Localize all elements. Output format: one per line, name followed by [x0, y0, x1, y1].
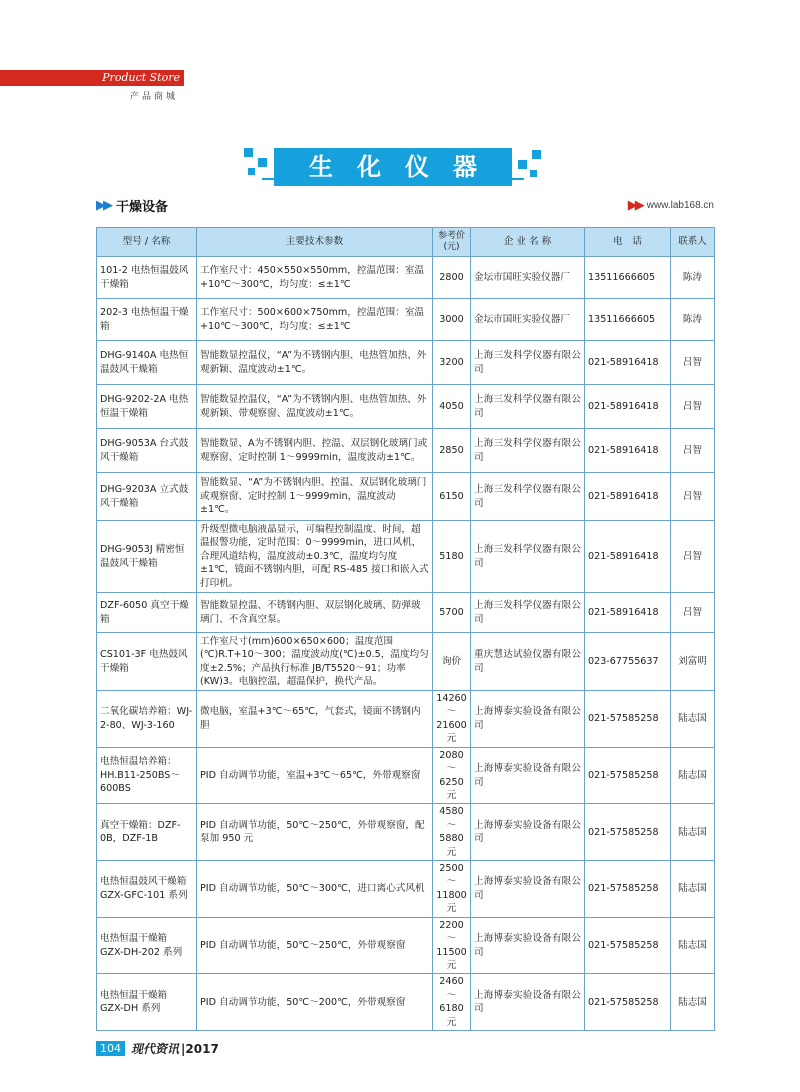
section-heading — [96, 196, 168, 214]
table-cell-price: 4580～5880 元 — [433, 804, 471, 861]
table-cell-contact: 陈涛 — [671, 299, 715, 341]
table-cell-price: 14260～21600 元 — [433, 691, 471, 748]
table-cell-contact: 陆志国 — [671, 974, 715, 1031]
table-cell-price: 2080～6250 元 — [433, 747, 471, 804]
table-cell-model: DHG-9202-2A 电热恒温干燥箱 — [97, 385, 197, 429]
table-cell-price: 2850 — [433, 429, 471, 473]
table-cell-contact: 陆志国 — [671, 804, 715, 861]
table-cell-phone: 021-58916418 — [585, 341, 671, 385]
table-cell-company: 上海三发科学仪器有限公司 — [471, 341, 585, 385]
table-cell-spec: 智能数显控温仪，“A”为不锈钢内胆、电热管加热、外观新颖、带观察窗、温度波动±1℃。 — [197, 385, 433, 429]
table-cell-spec: PID 自动调节功能，50℃～250℃，外带观察窗 — [197, 917, 433, 974]
table-cell-company: 金坛市国旺实验仪器厂 — [471, 257, 585, 299]
table-cell-phone: 023-67755637 — [585, 633, 671, 691]
table-header-row — [97, 228, 715, 257]
header-model: 型号 / 名称 — [97, 228, 197, 257]
header-spec: 主要技术参数 — [197, 228, 433, 257]
table-cell-spec: PID 自动调节功能，室温+3℃～65℃，外带观察窗 — [197, 747, 433, 804]
table-cell-company: 上海博泰实验设备有限公司 — [471, 804, 585, 861]
footer-year: |2017 — [181, 1041, 219, 1056]
table-row — [97, 341, 715, 385]
website-url[interactable]: www.lab168.cn — [646, 200, 714, 211]
table-cell-spec: 智能数显、A为不锈钢内胆、控温、双层钢化玻璃门或观察窗、定时控制 1～9999min，温度波动±1℃。 — [197, 429, 433, 473]
double-arrow-icon: ▶▶ — [96, 197, 110, 213]
table-cell-contact: 陆志国 — [671, 747, 715, 804]
page-footer — [96, 1040, 219, 1057]
header-price: 参考价 (元) — [433, 228, 471, 257]
header-phone: 电 话 — [585, 228, 671, 257]
table-cell-price: 询价 — [433, 633, 471, 691]
table-cell-spec: 工作室尺寸：500×600×750mm，控温范围：室温+10℃～300℃，均匀度：≤±1℃ — [197, 299, 433, 341]
table-row — [97, 385, 715, 429]
table-cell-contact: 陆志国 — [671, 691, 715, 748]
table-cell-model: 电热恒温鼓风干燥箱 GZX-GFC-101 系列 — [97, 861, 197, 918]
table-cell-phone: 021-57585258 — [585, 691, 671, 748]
header-contact: 联系人 — [671, 228, 715, 257]
table-row — [97, 861, 715, 918]
table-cell-model: 电热恒温培养箱：HH.B11-250BS～600BS — [97, 747, 197, 804]
table-cell-contact: 吕智 — [671, 593, 715, 633]
product-store-tag — [0, 70, 184, 86]
table-cell-contact: 陈涛 — [671, 257, 715, 299]
table-row — [97, 521, 715, 593]
table-row — [97, 593, 715, 633]
banner-deco-square — [532, 150, 541, 159]
table-row — [97, 633, 715, 691]
table-cell-contact: 吕智 — [671, 429, 715, 473]
table-row — [97, 804, 715, 861]
table-cell-contact: 吕智 — [671, 385, 715, 429]
table-cell-model: 101-2 电热恒温鼓风干燥箱 — [97, 257, 197, 299]
table-cell-company: 上海三发科学仪器有限公司 — [471, 593, 585, 633]
table-cell-spec: 智能数显控温、不锈钢内胆、双层钢化玻璃、防弹玻璃门、不含真空泵。 — [197, 593, 433, 633]
table-row — [97, 747, 715, 804]
table-cell-model: DHG-9053A 台式鼓风干燥箱 — [97, 429, 197, 473]
table-cell-model: 202-3 电热恒温干燥箱 — [97, 299, 197, 341]
table-row — [97, 473, 715, 521]
banner-deco-square — [258, 158, 267, 167]
table-cell-contact: 吕智 — [671, 473, 715, 521]
table-cell-company: 上海博泰实验设备有限公司 — [471, 691, 585, 748]
table-row — [97, 917, 715, 974]
table-row — [97, 257, 715, 299]
table-cell-phone: 13511666605 — [585, 257, 671, 299]
table-cell-model: CS101-3F 电热鼓风干燥箱 — [97, 633, 197, 691]
banner-title: 生化仪器 — [274, 148, 512, 186]
banner-deco-square — [518, 160, 527, 169]
table-cell-spec: 微电脑，室温+3℃～65℃，气套式，镜面不锈钢内胆 — [197, 691, 433, 748]
table-cell-spec: PID 自动调节功能，50℃～300℃，进口离心式风机 — [197, 861, 433, 918]
table-cell-spec: 工作室尺寸(mm)600×650×600；温度范围(℃)R.T+10～300；温度波动度(℃)±0.5，温度均匀度±2.5%；产品执行标准 JB/T5520～91；功率(KW)3。电脑控温，超温保护，换代产品。 — [197, 633, 433, 691]
page-number: 104 — [96, 1041, 125, 1056]
banner-deco-square — [244, 148, 253, 157]
double-arrow-icon: ▶▶ — [627, 198, 642, 213]
table-cell-model: DZF-6050 真空干燥箱 — [97, 593, 197, 633]
table-cell-phone: 021-58916418 — [585, 521, 671, 593]
table-cell-model: DHG-9140A 电热恒温鼓风干燥箱 — [97, 341, 197, 385]
table-cell-contact: 刘富明 — [671, 633, 715, 691]
banner-deco-square — [248, 168, 255, 175]
table-cell-price: 2200～11500 元 — [433, 917, 471, 974]
table-cell-phone: 13511666605 — [585, 299, 671, 341]
table-cell-contact: 吕智 — [671, 341, 715, 385]
table-cell-phone: 021-58916418 — [585, 385, 671, 429]
table-cell-company: 上海三发科学仪器有限公司 — [471, 385, 585, 429]
table-cell-price: 6150 — [433, 473, 471, 521]
banner-deco-square — [530, 170, 537, 177]
table-cell-phone: 021-58916418 — [585, 429, 671, 473]
table-cell-company: 上海三发科学仪器有限公司 — [471, 521, 585, 593]
table-cell-price: 2500～11800 元 — [433, 861, 471, 918]
table-cell-company: 重庆慧达试验仪器有限公司 — [471, 633, 585, 691]
table-cell-price: 5700 — [433, 593, 471, 633]
table-cell-model: 电热恒温干燥箱 GZX-DH-202 系列 — [97, 917, 197, 974]
section-title: 干燥设备 — [116, 199, 169, 215]
table-cell-company: 金坛市国旺实验仪器厂 — [471, 299, 585, 341]
table-cell-price: 5180 — [433, 521, 471, 593]
table-row — [97, 691, 715, 748]
table-cell-company: 上海博泰实验设备有限公司 — [471, 917, 585, 974]
table-cell-model: DHG-9053J 精密恒温鼓风干燥箱 — [97, 521, 197, 593]
website-link[interactable] — [628, 198, 714, 213]
table-cell-model: 电热恒温干燥箱 GZX-DH 系列 — [97, 974, 197, 1031]
product-store-cn-label: 产品商城 — [130, 92, 179, 102]
header-company: 企 业 名 称 — [471, 228, 585, 257]
product-table — [96, 227, 715, 1031]
table-cell-company: 上海三发科学仪器有限公司 — [471, 429, 585, 473]
table-cell-model: 二氧化碳培养箱：WJ-2-80、WJ-3-160 — [97, 691, 197, 748]
table-cell-company: 上海三发科学仪器有限公司 — [471, 473, 585, 521]
table-cell-phone: 021-57585258 — [585, 917, 671, 974]
table-cell-spec: 升级型微电脑液晶显示，可编程控制温度、时间，超温报警功能，定时范围：0～9999min，进口风机，合理风道结构，温度波动±0.3℃，温度均匀度±1℃，镜面不锈钢内胆，可配 RS-485 接口和嵌入式打印机。 — [197, 521, 433, 593]
table-cell-spec: PID 自动调节功能，50℃～200℃，外带观察窗 — [197, 974, 433, 1031]
table-cell-phone: 021-57585258 — [585, 804, 671, 861]
footer-year-value: 2017 — [185, 1041, 219, 1056]
table-cell-contact: 陆志国 — [671, 917, 715, 974]
table-cell-model: DHG-9203A 立式鼓风干燥箱 — [97, 473, 197, 521]
table-cell-phone: 021-57585258 — [585, 974, 671, 1031]
table-cell-model: 真空干燥箱：DZF-0B，DZF-1B — [97, 804, 197, 861]
table-row — [97, 974, 715, 1031]
table-cell-spec: PID 自动调节功能，50℃～250℃，外带观察窗，配泵加 950 元 — [197, 804, 433, 861]
table-row — [97, 429, 715, 473]
table-cell-phone: 021-57585258 — [585, 747, 671, 804]
table-cell-company: 上海博泰实验设备有限公司 — [471, 861, 585, 918]
table-cell-company: 上海博泰实验设备有限公司 — [471, 747, 585, 804]
magazine-brand: 现代资讯 — [131, 1042, 180, 1056]
table-cell-price: 2460～6180 元 — [433, 974, 471, 1031]
table-cell-phone: 021-58916418 — [585, 593, 671, 633]
table-cell-contact: 吕智 — [671, 521, 715, 593]
product-store-label: Product Store — [102, 71, 180, 84]
table-row — [97, 299, 715, 341]
table-cell-spec: 工作室尺寸：450×550×550mm，控温范围：室温+10℃～300℃，均匀度：≤±1℃ — [197, 257, 433, 299]
table-cell-price: 3000 — [433, 299, 471, 341]
table-cell-phone: 021-58916418 — [585, 473, 671, 521]
table-cell-spec: 智能数显控温仪，“A”为不锈钢内胆、电热管加热、外观新颖、温度波动±1℃。 — [197, 341, 433, 385]
table-cell-spec: 智能数显、“A”为不锈钢内胆、控温、双层钢化玻璃门或观察窗、定时控制 1～9999min，温度波动±1℃。 — [197, 473, 433, 521]
table-cell-price: 3200 — [433, 341, 471, 385]
table-cell-contact: 陆志国 — [671, 861, 715, 918]
table-cell-phone: 021-57585258 — [585, 861, 671, 918]
table-cell-price: 4050 — [433, 385, 471, 429]
table-cell-company: 上海博泰实验设备有限公司 — [471, 974, 585, 1031]
table-cell-price: 2800 — [433, 257, 471, 299]
